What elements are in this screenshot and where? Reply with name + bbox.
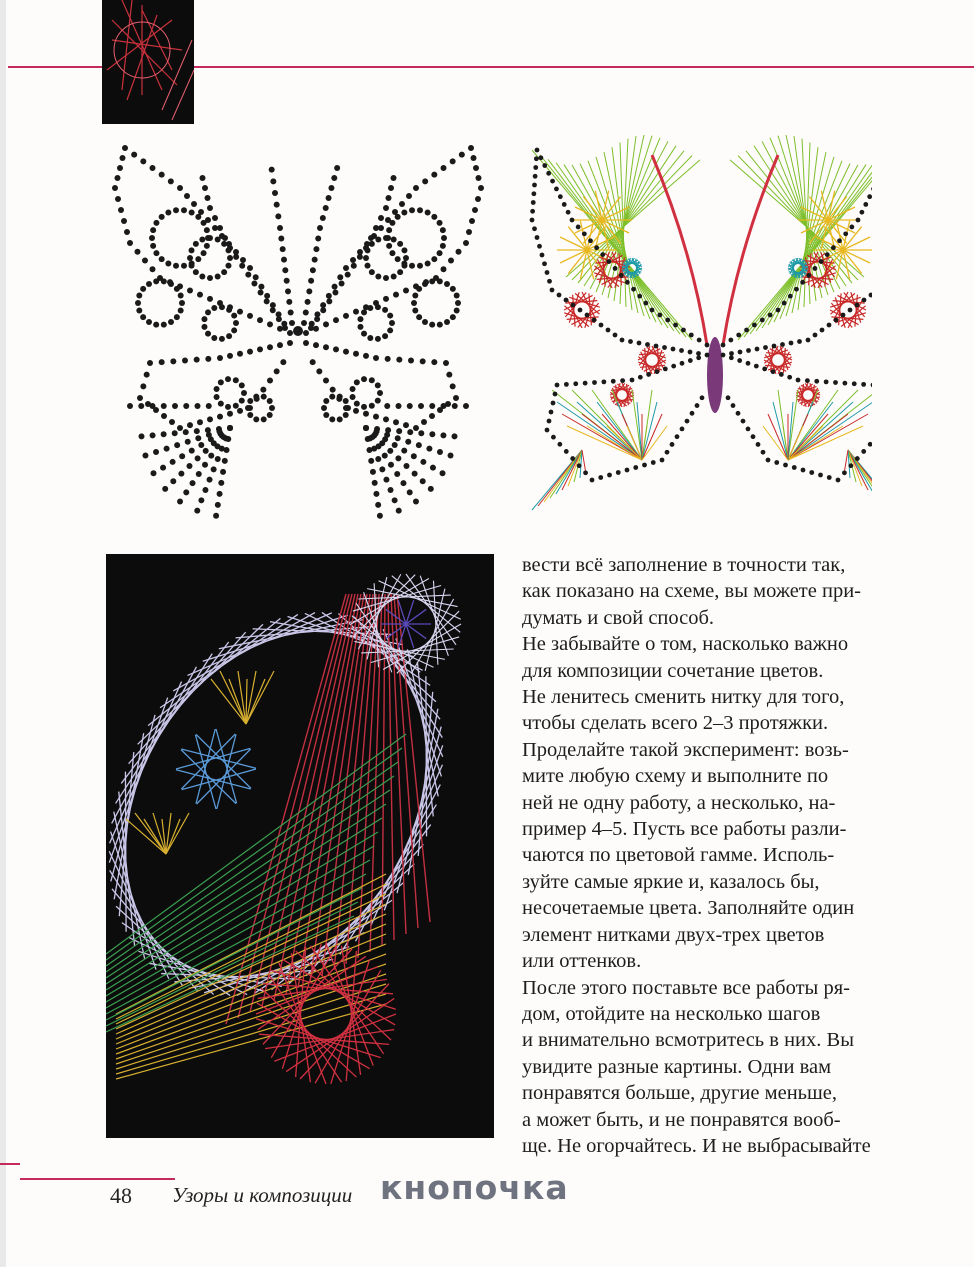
text-line: несочетаемые цвета. Заполняйте один (522, 897, 855, 920)
text-line: мите любую схему и выполните по (522, 765, 829, 788)
text-line: После этого поставьте все работы ря- (522, 976, 850, 999)
butterfly-dot-scheme (100, 128, 490, 523)
text-line: ще. Не огорчайтесь. И не выбрасывайте (522, 1134, 871, 1157)
text-line: дом, отойдите на несколько шагов (522, 1002, 821, 1025)
text-line: или оттенков. (522, 950, 642, 973)
butterfly-string-art (512, 130, 872, 525)
running-title: Узоры и композиции (172, 1183, 353, 1207)
text-line: как показано на схеме, вы можете при- (522, 580, 862, 603)
text-line: Не забывайте о том, насколько важно (522, 633, 849, 656)
string-art-photo (106, 554, 494, 1138)
text-line: ней не одну работу, а несколько, на- (522, 791, 836, 814)
text-line: понравятся больше, другие меньше, (522, 1082, 838, 1105)
text-line: пример 4–5. Пусть все работы разли- (522, 818, 847, 841)
text-line: чтобы сделать всего 2–3 протяжки. (522, 712, 829, 735)
text-line: для композиции сочетание цветов. (522, 659, 824, 682)
footer-rule-left (0, 1163, 20, 1165)
text-line: элемент нитками двух-трех цветов (522, 923, 825, 946)
watermark: кнопочка (380, 1168, 569, 1207)
text-line: Не ленитесь сменить нитку для того, (522, 686, 845, 709)
text-line: увидите разные картины. Одни вам (522, 1055, 832, 1078)
corner-thumbnail-image (102, 0, 194, 124)
text-line: а может быть, и не понравятся вооб- (522, 1108, 841, 1131)
text-line: и внимательно всмотритесь в них. Вы (522, 1029, 854, 1052)
page-number: 48 (110, 1183, 132, 1208)
page-binding-edge (0, 0, 6, 1267)
string-art-lines (532, 135, 872, 510)
body-text (522, 552, 912, 1159)
text-line: думать и свой способ. (522, 606, 715, 629)
text-line: зуйте самые яркие и, казалось бы, (522, 870, 820, 893)
scheme-dots (112, 145, 484, 519)
footer-rule (20, 1178, 175, 1180)
text-line: чаются по цветовой гамме. Исполь- (522, 844, 835, 867)
text-line: вести всё заполнение в точности так, (522, 554, 846, 576)
text-line: Проделайте такой эксперимент: возь- (522, 738, 849, 761)
